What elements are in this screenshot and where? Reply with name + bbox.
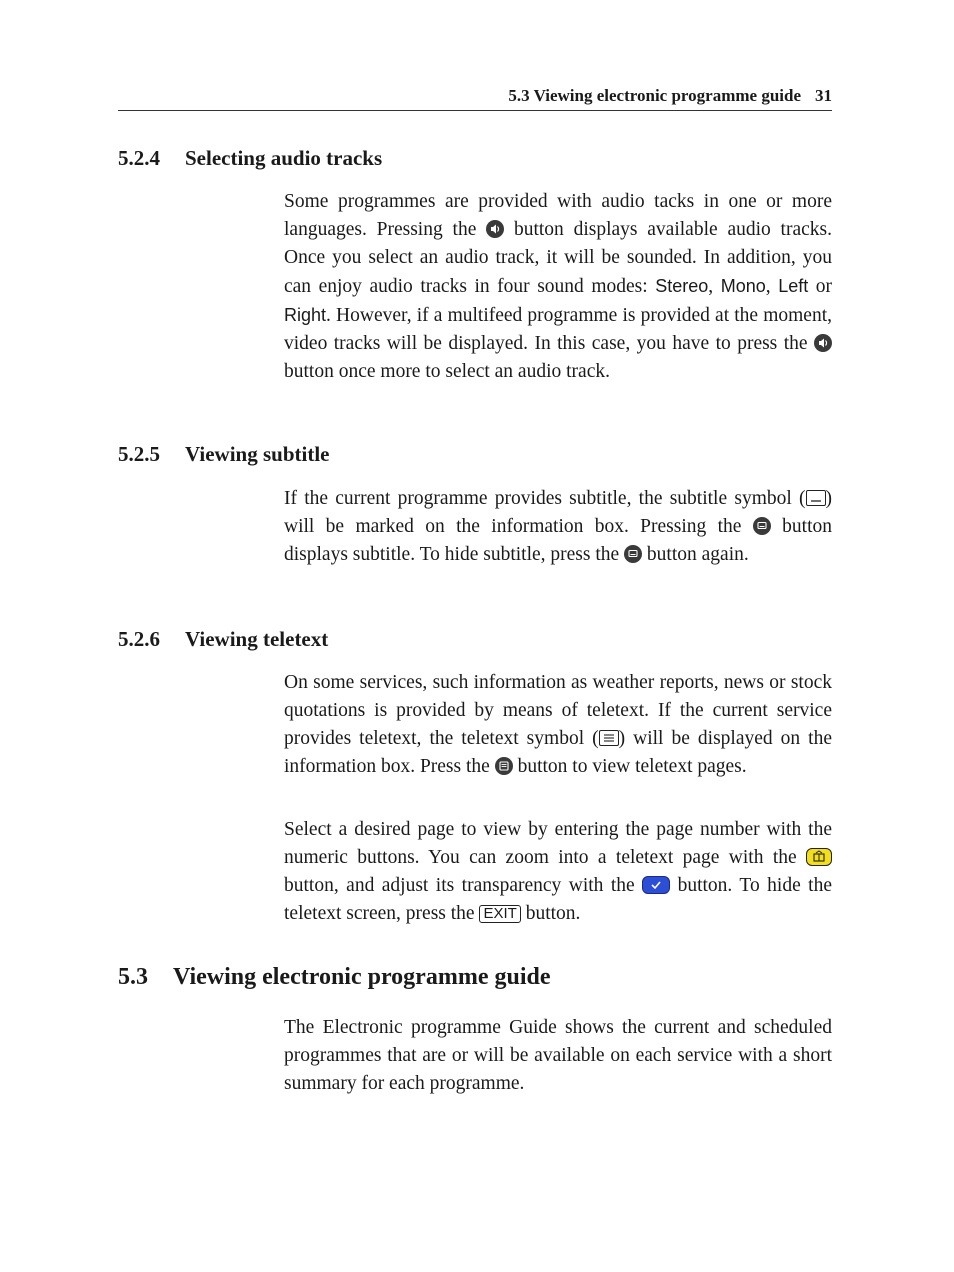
- text-run: button displays available audio tracks. Once you select an audio track, it will be sounded. In addition, you can enjoy audio tracks in four sound modes:: [284, 219, 832, 297]
- teletext-button-icon: [495, 757, 513, 775]
- text-run: ,: [765, 276, 771, 297]
- section-title: Viewing electronic programme guide: [173, 964, 551, 990]
- running-header: [118, 86, 832, 111]
- paragraph-teletext-1: [284, 669, 832, 781]
- paragraph-audio-tracks: [284, 188, 832, 386]
- blue-check-button-icon: [642, 876, 670, 894]
- section-title: Viewing subtitle: [185, 442, 330, 466]
- text-run: . However, if a multifeed programme is provided at the moment, video tracks will be displayed. In this case, you have to press the: [284, 305, 832, 354]
- yellow-zoom-button-icon: [806, 848, 832, 866]
- heading-viewing-teletext: [118, 627, 328, 652]
- text-run: button. To hide the teletext screen, press the: [284, 875, 832, 924]
- subtitle-button-icon: [624, 545, 642, 563]
- heading-selecting-audio-tracks: [118, 146, 382, 171]
- text-run: button again.: [646, 544, 749, 565]
- header-title: 5.3 Viewing electronic programme guide: [508, 86, 801, 105]
- text-run: If the current programme provides subtitle, the subtitle symbol (: [284, 488, 806, 509]
- text-run: Select a desired page to view by entering the page number with the numeric buttons. You can zoom into a teletext page with the: [284, 819, 832, 868]
- subtitle-symbol-icon: [806, 490, 826, 506]
- text-run: or: [815, 276, 833, 297]
- paragraph-subtitle: [284, 485, 832, 569]
- text-run: button once more to select an audio track.: [284, 361, 610, 382]
- text-run: button.: [525, 903, 581, 924]
- sound-mode-stereo: Stereo: [655, 276, 709, 296]
- section-number: 5.2.5: [118, 442, 160, 466]
- heading-viewing-subtitle: [118, 442, 329, 467]
- text-run: button, and adjust its transparency with the: [284, 875, 635, 896]
- text-run: button to view teletext pages.: [517, 756, 747, 777]
- section-number: 5.2.4: [118, 146, 160, 170]
- text-run: button displays subtitle. To hide subtitle, press the: [284, 516, 833, 565]
- section-title: Selecting audio tracks: [185, 146, 383, 170]
- audio-button-icon: [814, 334, 832, 352]
- exit-key: EXIT: [479, 905, 520, 923]
- audio-button-icon: [486, 220, 504, 238]
- text-run: ) will be displayed on the information box. Press the: [284, 728, 832, 777]
- paragraph-teletext-2: [284, 816, 832, 928]
- teletext-symbol-icon: [599, 730, 619, 746]
- sound-mode-mono: Mono: [720, 276, 766, 296]
- text-run: ,: [708, 276, 714, 297]
- paragraph-epg: The Electronic programme Guide shows the current and scheduled programmes that are or will be available on each service with a short summary for each programme.: [284, 1017, 832, 1094]
- section-number: 5.2.6: [118, 627, 160, 651]
- sound-mode-right: Right: [284, 305, 327, 325]
- subtitle-button-icon: [753, 517, 771, 535]
- section-title: Viewing teletext: [185, 627, 329, 651]
- sound-mode-left: Left: [778, 276, 809, 296]
- text-run: On some services, such information as weather reports, news or stock quotations is provided by means of teletext. If the current service provides teletext, the teletext symbol (: [284, 672, 832, 749]
- page-number: 31: [815, 86, 832, 105]
- section-number: 5.3: [118, 964, 148, 990]
- heading-electronic-programme-guide: [118, 964, 550, 991]
- text-run: Some programmes are provided with audio tacks in one or more languages. Pressing the: [284, 191, 832, 240]
- text-run: ) will be marked on the information box. Pressing the: [284, 488, 832, 537]
